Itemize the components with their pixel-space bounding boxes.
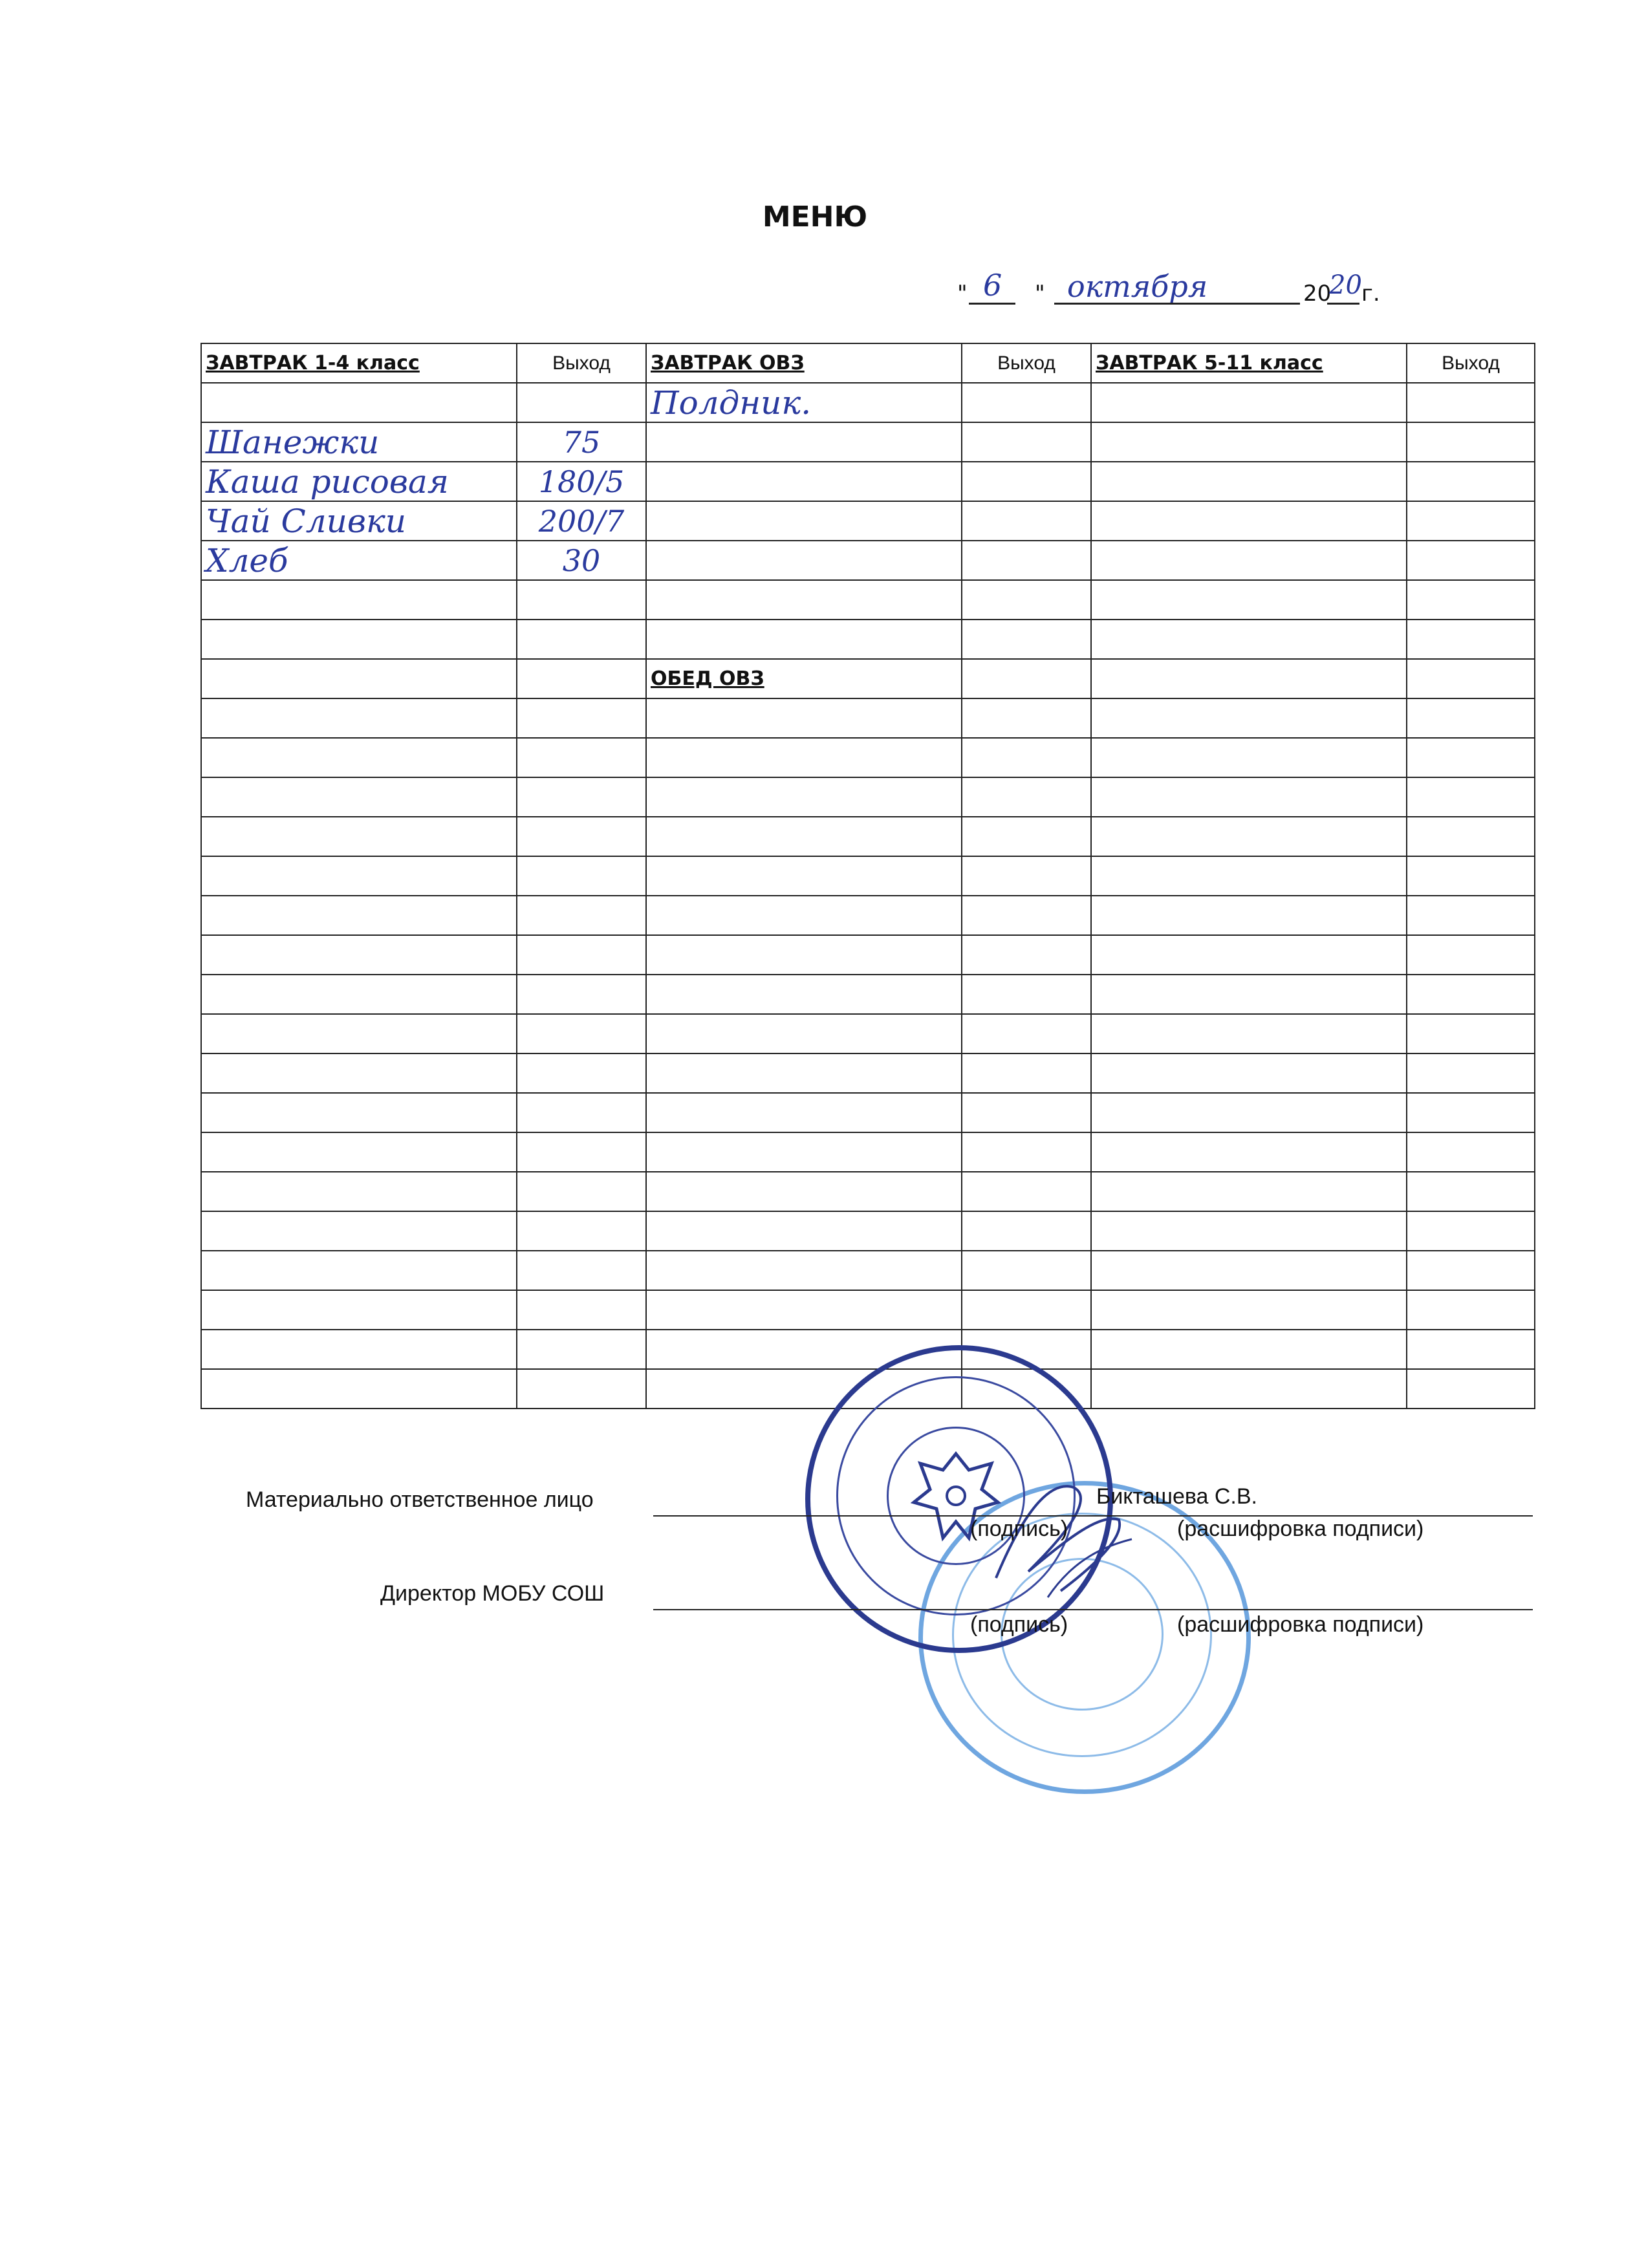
menu-table [200, 343, 1535, 1409]
table-row [201, 1251, 1535, 1290]
header-breakfast-1-4: ЗАВТРАК 1-4 класс [201, 343, 517, 383]
menu-item-output: 200/7 [517, 501, 646, 541]
signature-decoding-caption: (расшифровка подписи) [1177, 1612, 1424, 1637]
table-row [201, 501, 1535, 541]
menu-item-output: 30 [517, 541, 646, 580]
table-row [201, 1093, 1535, 1132]
table-row [201, 1330, 1535, 1369]
quote-open: " [957, 281, 968, 307]
menu-item: Хлеб [201, 541, 517, 580]
table-row [201, 620, 1535, 659]
table-row [201, 817, 1535, 856]
table-row [201, 1132, 1535, 1172]
year-prefix: 20 [1303, 281, 1332, 307]
responsible-person-name: Бикташева С.В. [1096, 1484, 1258, 1509]
menu-item: Чай Сливки [201, 501, 517, 541]
handwritten-section-label: Полдник. [646, 383, 962, 422]
table-row [201, 738, 1535, 777]
table-row [201, 1211, 1535, 1251]
header-breakfast-ovz: ЗАВТРАК ОВЗ [646, 343, 962, 383]
table-row [201, 1014, 1535, 1053]
date-day: 6 [983, 268, 1002, 303]
table-row [201, 1172, 1535, 1211]
year-unit: г. [1361, 281, 1380, 307]
table-row [201, 580, 1535, 620]
table-row [201, 462, 1535, 501]
year-suffix: 20 [1329, 270, 1362, 300]
director-label: Директор МОБУ СОШ [380, 1581, 605, 1606]
header-output-1: Выход [517, 343, 646, 383]
menu-item: Каша рисовая [201, 462, 517, 501]
table-row [201, 777, 1535, 817]
header-output-2: Выход [962, 343, 1091, 383]
table-row [201, 422, 1535, 462]
header-breakfast-5-11: ЗАВТРАК 5-11 класс [1091, 343, 1407, 383]
table-row [201, 659, 1535, 698]
date-line [957, 268, 1410, 317]
signature-decoding-caption: (расшифровка подписи) [1177, 1517, 1424, 1541]
table-row [201, 383, 1535, 422]
section-dinner-ovz: ОБЕД ОВЗ [646, 659, 962, 698]
header-output-3: Выход [1407, 343, 1535, 383]
menu-item-output: 180/5 [517, 462, 646, 501]
page-title: МЕНЮ [762, 200, 868, 233]
signature-caption: (подпись) [970, 1517, 1068, 1541]
table-row [201, 935, 1535, 975]
table-row [201, 698, 1535, 738]
menu-item-output: 75 [517, 422, 646, 462]
table-row [201, 896, 1535, 935]
signature-line [653, 1609, 1533, 1610]
table-row [201, 541, 1535, 580]
table-row [201, 1290, 1535, 1330]
responsible-person-label: Материально ответственное лицо [246, 1487, 594, 1512]
signature-caption: (подпись) [970, 1612, 1068, 1637]
table-row [201, 975, 1535, 1014]
quote-close: " [1035, 281, 1045, 307]
date-month: октября [1067, 269, 1208, 304]
table-row [201, 856, 1535, 896]
table-row [201, 1053, 1535, 1093]
table-header-row [201, 343, 1535, 383]
menu-item: Шанежки [201, 422, 517, 462]
